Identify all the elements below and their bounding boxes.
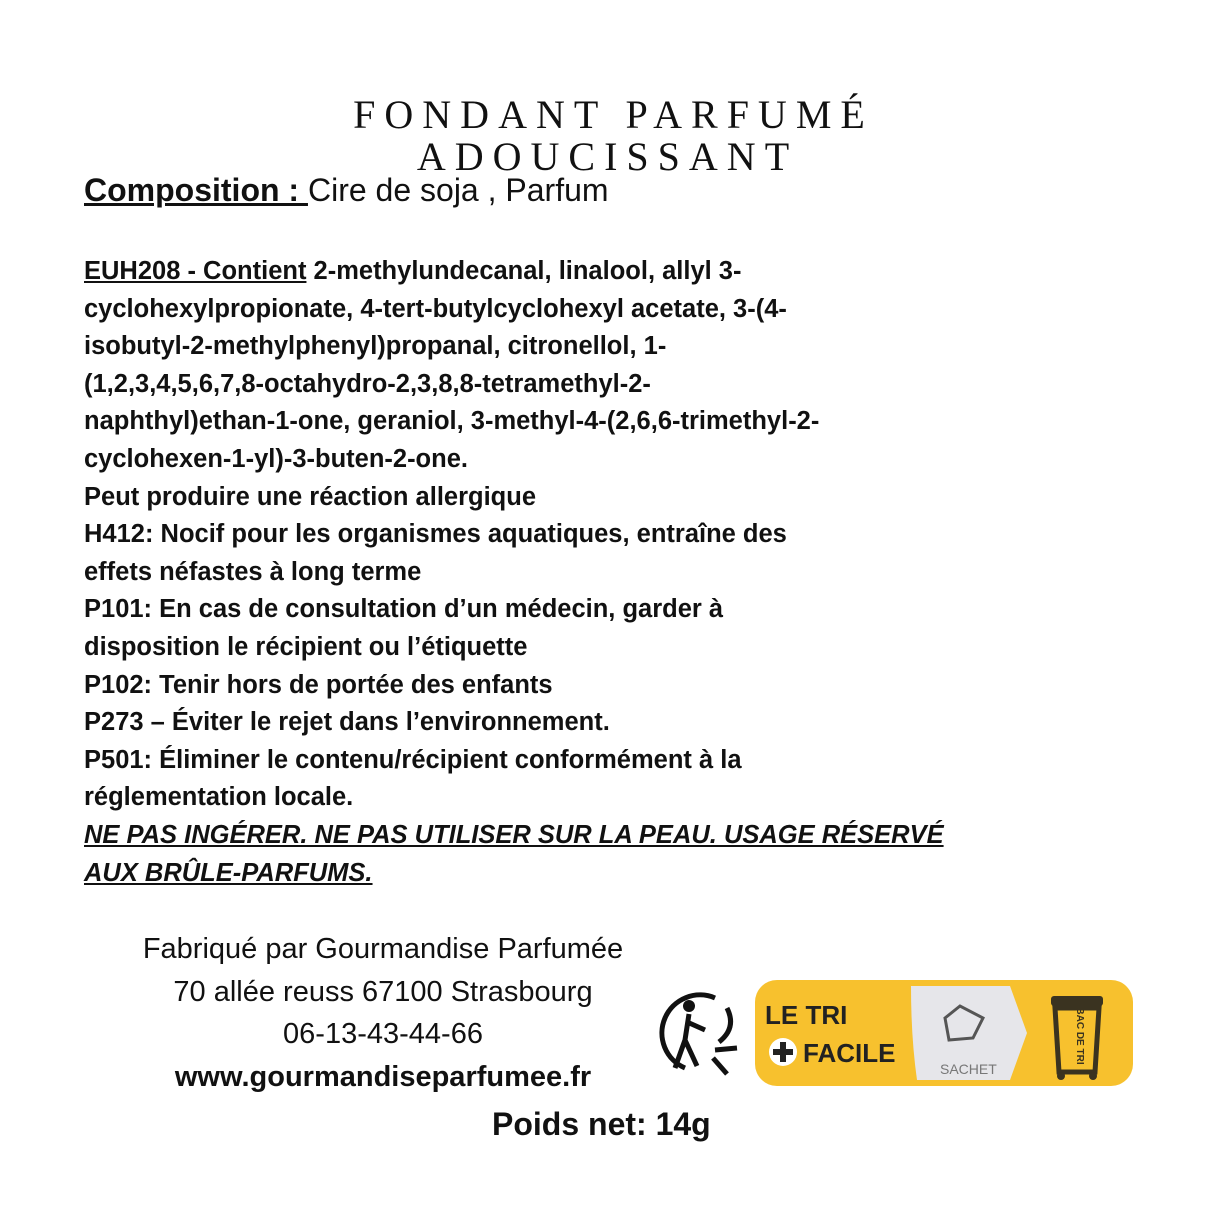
product-title-line1: FONDANT PARFUMÉ <box>353 92 874 137</box>
warning-line: NE PAS INGÉRER. NE PAS UTILISER SUR LA PEAU. USAGE RÉSERVÉ <box>84 820 944 849</box>
text-line: H412: Nocif pour les organismes aquatiques, entraîne des <box>84 520 787 549</box>
safety-text <box>84 253 944 892</box>
text-line: cyclohexen-1-yl)-3-buten-2-one. <box>84 444 468 473</box>
text-line: isobutyl-2-methylphenyl)propanal, citronellol, 1- <box>84 332 667 361</box>
text-line: (1,2,3,4,5,6,7,8-octahydro-2,3,8,8-tetramethyl-2- <box>84 369 651 398</box>
text-line: cyclohexylpropionate, 4-tert-butylcyclohexyl acetate, 3-(4- <box>84 294 787 323</box>
composition-value: Cire de soja , Parfum <box>307 172 609 208</box>
composition <box>84 172 609 209</box>
manufacturer-name: Fabriqué par Gourmandise Parfumée <box>142 933 624 965</box>
warning-line: AUX BRÛLE-PARFUMS. <box>84 858 373 887</box>
triman-icon <box>662 995 737 1074</box>
triman-logo <box>655 978 1135 1090</box>
product-title-line2: ADOUCISSANT <box>416 134 799 179</box>
text-line: 2-methylundecanal, linalool, allyl 3- <box>306 257 742 285</box>
recycling-logos <box>655 978 1135 1095</box>
tri-text-1: LE TRI <box>765 1000 848 1030</box>
tri-text-2: FACILE <box>803 1038 896 1068</box>
manufacturer-address: 70 allée reuss 67100 Strasbourg <box>173 975 593 1008</box>
text-line: P273 – Éviter le rejet dans l’environnement. <box>84 708 610 737</box>
text-line: P101: En cas de consultation d’un médecin, garder à <box>84 595 724 624</box>
composition-label: Composition : <box>84 172 308 208</box>
text-line: disposition le récipient ou l’étiquette <box>84 632 528 661</box>
manufacturer-info <box>0 928 766 1098</box>
text-line: Peut produire une réaction allergique <box>84 482 537 511</box>
net-weight: Poids net: 14g <box>492 1106 711 1142</box>
text-line: P501: Éliminer le contenu/récipient conformément à la <box>84 745 742 774</box>
text-line: réglementation locale. <box>84 783 354 812</box>
manufacturer-phone: 06-13-43-44-66 <box>283 1018 483 1050</box>
manufacturer-website: www.gourmandiseparfumee.fr <box>174 1060 592 1093</box>
text-line: naphthyl)ethan-1-one, geraniol, 3-methyl-4-(2,6,6-trimethyl-2- <box>84 407 820 436</box>
euh-label: EUH208 - Contient <box>84 257 307 285</box>
text-line: P102: Tenir hors de portée des enfants <box>84 670 553 699</box>
sachet-label: SACHET <box>940 1061 997 1077</box>
text-line: effets néfastes à long terme <box>84 557 422 586</box>
bin-label: BAC DE TRI <box>1074 1007 1085 1065</box>
